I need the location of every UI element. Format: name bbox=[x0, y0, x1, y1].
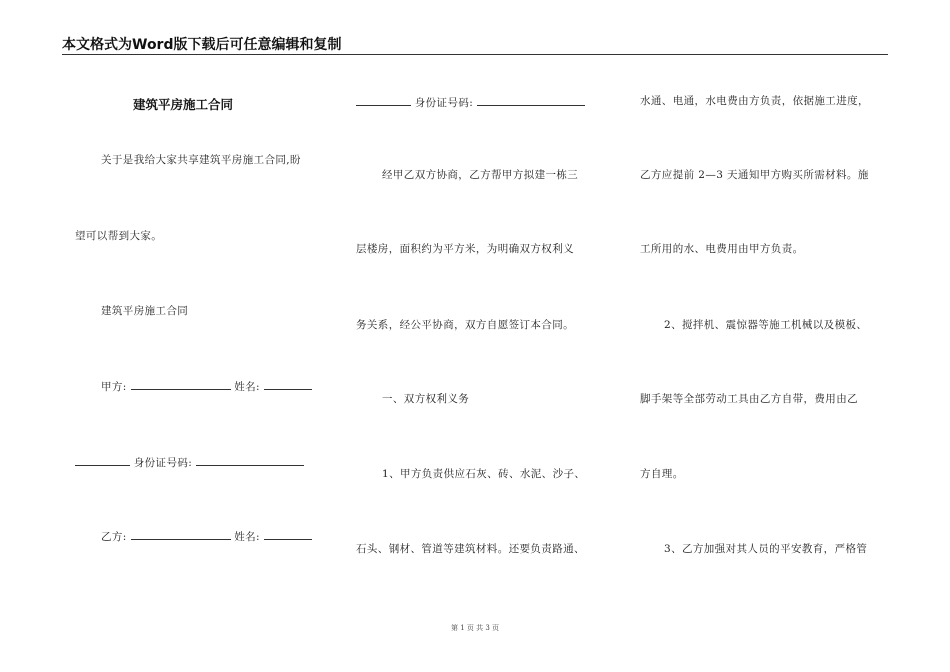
column-3-line-3: 工所用的水、电费用由甲方负责。 bbox=[640, 243, 804, 255]
id-a-lead-blank bbox=[75, 454, 130, 466]
item-2-line-3: 方自理。 bbox=[640, 468, 684, 480]
party-a-blank bbox=[131, 378, 231, 390]
intro-text-line-1: 关于是我给大家共享建筑平房施工合同,盼 bbox=[101, 154, 301, 166]
paragraph-1-line-1: 经甲乙双方协商，乙方帮甲方拟建一栋三 bbox=[382, 169, 579, 181]
party-b-id-row bbox=[356, 94, 585, 110]
column-3-line-2: 乙方应提前 2—3 天通知甲方购买所需材料。施 bbox=[640, 169, 869, 181]
column-3-line-1: 水通、电通，水电费由方负责，依据施工进度， bbox=[640, 95, 869, 107]
item-2-line-2: 脚手架等全部劳动工具由乙方自带，费用由乙 bbox=[640, 393, 858, 405]
name-a-blank bbox=[264, 378, 312, 390]
section-heading-1: 一、双方权利义务 bbox=[382, 393, 470, 405]
id-b-lead-blank bbox=[356, 94, 411, 106]
id-label-b: 身份证号码: bbox=[414, 97, 474, 109]
page-number: 第 1 页 共 3 页 bbox=[450, 624, 500, 632]
header-divider bbox=[62, 54, 888, 55]
item-1-line-1: 1、甲方负责供应石灰、砖、水泥、沙子、 bbox=[382, 468, 586, 480]
name-label-a: 姓名: bbox=[234, 381, 260, 393]
contract-subtitle: 建筑平房施工合同 bbox=[101, 305, 189, 317]
id-a-blank bbox=[196, 454, 304, 466]
item-3-line-1: 3、乙方加强对其人员的平安教育，严格管 bbox=[664, 543, 868, 555]
item-2-line-1: 2、搅拌机、震惊器等施工机械以及模板、 bbox=[664, 319, 868, 331]
name-label-b: 姓名: bbox=[234, 531, 260, 543]
page-header-title: 本文格式为Word版下载后可任意编辑和复制 bbox=[62, 37, 342, 53]
party-a-row bbox=[101, 378, 312, 394]
document-title: 建筑平房施工合同 bbox=[133, 97, 234, 112]
party-b-row bbox=[101, 528, 312, 544]
id-label-a: 身份证号码: bbox=[133, 457, 193, 469]
party-b-label: 乙方: bbox=[101, 531, 127, 543]
party-a-label: 甲方: bbox=[101, 381, 127, 393]
item-1-line-2: 石头、钢材、管道等建筑材料。还要负责路通、 bbox=[356, 543, 585, 555]
intro-text-line-2: 望可以帮到大家。 bbox=[75, 230, 163, 242]
party-b-blank bbox=[131, 528, 231, 540]
paragraph-1-line-2: 层楼房，面积约为平方米，为明确双方权利义 bbox=[356, 243, 574, 255]
paragraph-1-line-3: 务关系，经公平协商，双方自愿签订本合同。 bbox=[356, 319, 574, 331]
party-a-id-row bbox=[75, 454, 304, 470]
name-b-blank bbox=[264, 528, 312, 540]
id-b-blank bbox=[477, 94, 585, 106]
